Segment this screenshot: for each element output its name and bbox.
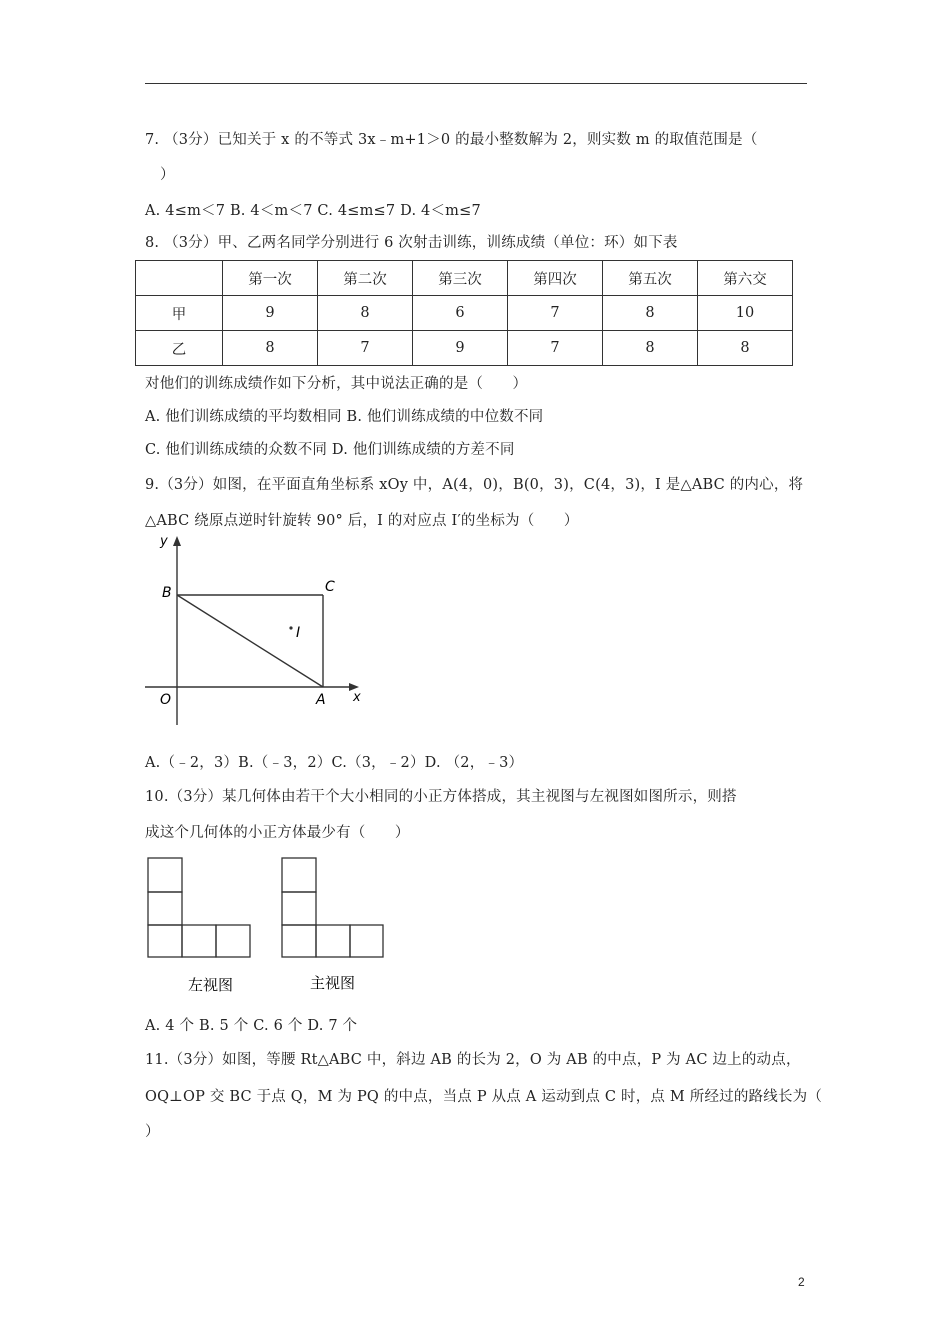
header-rule <box>145 83 807 84</box>
q11-stem-line2: OQ⊥OP 交 BC 于点 Q，M 为 PQ 的中点，当点 P 从点 A 运动到点 C 时，点 M 所经过的路线长为（ <box>145 1089 823 1105</box>
views-figure <box>140 850 400 1000</box>
label-o: O <box>160 692 172 708</box>
table-cell: 8 <box>318 296 413 331</box>
q11-stem-line1: 11.（3分）如图，等腰 Rt△ABC 中，斜边 AB 的长为 2，O 为 AB 的中点，P 为 AC 边上的动点， <box>145 1052 801 1068</box>
row-name-cell: 乙 <box>136 331 223 366</box>
table-header-cell: 第一次 <box>223 261 318 296</box>
main-view-label: 主视图 <box>310 974 356 992</box>
y-axis-arrow-icon <box>173 536 181 546</box>
incenter-point <box>289 626 292 629</box>
q7-stem-line2: ） <box>160 167 175 183</box>
table-cell: 9 <box>413 331 508 366</box>
label-i: I <box>296 625 301 641</box>
q8-options-line2: C. 他们训练成绩的众数不同 D. 他们训练成绩的方差不同 <box>145 442 515 458</box>
q10-options: A. 4 个 B. 5 个 C. 6 个 D. 7 个 <box>145 1018 358 1034</box>
table-header-cell: 第六交 <box>698 261 793 296</box>
label-c: C <box>325 579 335 595</box>
table-cell: 7 <box>318 331 413 366</box>
table-cell: 10 <box>698 296 793 331</box>
table-header-cell: 第四次 <box>508 261 603 296</box>
q8-options-line1: A. 他们训练成绩的平均数相同 B. 他们训练成绩的中位数不同 <box>145 409 544 425</box>
label-a: A <box>316 692 326 708</box>
label-x: x <box>353 690 361 705</box>
table-cell: 8 <box>603 331 698 366</box>
table-cell: 7 <box>508 296 603 331</box>
q7-options: A. 4≤m＜7 B. 4＜m＜7 C. 4≤m≤7 D. 4＜m≤7 <box>145 203 481 219</box>
left-view-squares <box>148 858 250 957</box>
page-number: 2 <box>798 1275 805 1289</box>
row-name-cell: 甲 <box>136 296 223 331</box>
q10-stem-line2: 成这个几何体的小正方体最少有（ ） <box>145 825 410 841</box>
table-cell: 8 <box>603 296 698 331</box>
label-y: y <box>160 534 168 549</box>
table-cell: 6 <box>413 296 508 331</box>
coordinate-figure <box>140 530 380 730</box>
table-cell: 8 <box>698 331 793 366</box>
q10-stem-line1: 10.（3分）某几何体由若干个大小相同的小正方体搭成，其主视图与左视图如图所示，则搭 <box>145 789 737 805</box>
q9-stem-line2: △ABC 绕原点逆时针旋转 90° 后，I 的对应点 I′的坐标为（ ） <box>145 513 579 529</box>
label-b: B <box>162 585 172 601</box>
segment-ab <box>177 595 323 687</box>
table-cell: 9 <box>223 296 318 331</box>
table-header-row <box>136 261 793 296</box>
q11-stem-line3: ） <box>145 1124 160 1140</box>
q8-question: 对他们的训练成绩作如下分析，其中说法正确的是（ ） <box>145 376 528 392</box>
table-header-cell: 第二次 <box>318 261 413 296</box>
table-cell: 7 <box>508 331 603 366</box>
table-row <box>136 331 793 366</box>
q7-stem-line1: 7. （3分）已知关于 x 的不等式 3x﹣m+1＞0 的最小整数解为 2，则实数 m 的取值范围是（ <box>145 132 758 148</box>
table-row <box>136 296 793 331</box>
table-cell: 8 <box>223 331 318 366</box>
q8-stem: 8. （3分）甲、乙两名同学分别进行 6 次射击训练，训练成绩（单位：环）如下表 <box>145 235 678 251</box>
q9-stem-line1: 9.（3分）如图，在平面直角坐标系 xOy 中，A(4，0)，B(0，3)，C(4，3)，I 是△ABC 的内心，将 <box>145 477 804 493</box>
left-view-label: 左视图 <box>188 976 234 994</box>
table-header-cell <box>136 261 223 296</box>
table-header-cell: 第三次 <box>413 261 508 296</box>
scores-table <box>135 260 793 366</box>
main-view-squares <box>282 858 383 957</box>
table-header-cell: 第五次 <box>603 261 698 296</box>
q9-options: A.（﹣2，3）B.（﹣3，2）C.（3，﹣2）D. （2，﹣3） <box>145 755 524 771</box>
